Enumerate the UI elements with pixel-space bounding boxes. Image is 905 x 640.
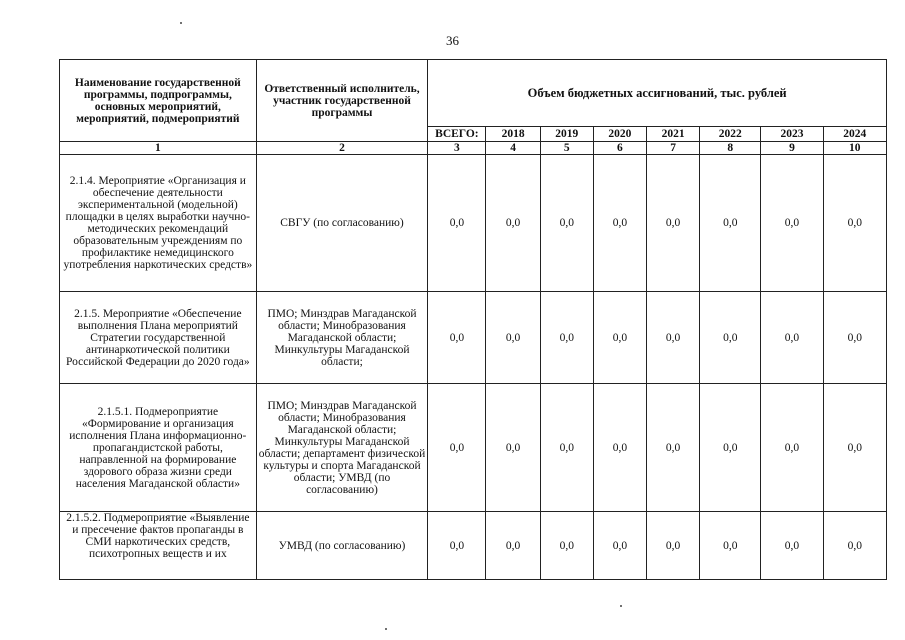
value-cell: 0,0 xyxy=(647,512,700,580)
value-cell: 0,0 xyxy=(823,512,886,580)
table-row xyxy=(60,155,887,292)
value-cell: 0,0 xyxy=(486,384,540,512)
header-budget-column: Объем бюджетных ассигнований, тыс. рублей xyxy=(428,60,887,127)
value-cell: 0,0 xyxy=(540,512,593,580)
header-year: 2023 xyxy=(761,127,823,142)
header-year: 2021 xyxy=(647,127,700,142)
activity-name: 2.1.5. Мероприятие «Обеспечение выполнения Плана мероприятий Стратегии государственной антинаркотической политики Российской Федерации до 2020 года» xyxy=(60,292,257,384)
executor: ПМО; Минздрав Магаданской области; Минобразования Магаданской области; Минкультуры Магаданской области; департамент физической культуры и спорта Магаданской области; УМВД (по согласованию) xyxy=(256,384,428,512)
value-cell: 0,0 xyxy=(823,384,886,512)
table-row xyxy=(60,292,887,384)
header-year: 2019 xyxy=(540,127,593,142)
value-cell: 0,0 xyxy=(428,384,486,512)
value-cell: 0,0 xyxy=(823,155,886,292)
activity-name: 2.1.4. Мероприятие «Организация и обеспечение деятельности экспериментальной (модельной) площадки в целях выработки научно-методических рекомендаций образовательным учреждениям по профилактике немедицинского употребления наркотических средств» xyxy=(60,155,257,292)
activity-name: 2.1.5.1. Подмероприятие «Формирование и организация исполнения Плана информационно-пропагандистской работы, направленной на формирование здорового образа жизни среди населения Магаданской области» xyxy=(60,384,257,512)
value-cell: 0,0 xyxy=(593,384,646,512)
value-cell: 0,0 xyxy=(593,292,646,384)
value-cell: 0,0 xyxy=(428,155,486,292)
value-cell: 0,0 xyxy=(761,384,823,512)
scan-speck xyxy=(180,22,182,24)
value-cell: 0,0 xyxy=(540,155,593,292)
header-year: 2018 xyxy=(486,127,540,142)
value-cell: 0,0 xyxy=(700,384,761,512)
value-cell: 0,0 xyxy=(647,155,700,292)
scan-speck xyxy=(385,628,387,630)
value-cell: 0,0 xyxy=(700,512,761,580)
column-number: 8 xyxy=(700,142,761,155)
scan-speck xyxy=(620,605,622,607)
value-cell: 0,0 xyxy=(823,292,886,384)
column-number: 4 xyxy=(486,142,540,155)
header-name-column: Наименование государственной программы, подпрограммы, основных мероприятий, мероприятий, подмероприятий xyxy=(60,60,257,142)
value-cell: 0,0 xyxy=(486,155,540,292)
header-year: 2020 xyxy=(593,127,646,142)
column-number: 10 xyxy=(823,142,886,155)
value-cell: 0,0 xyxy=(486,292,540,384)
header-year: 2022 xyxy=(700,127,761,142)
column-number: 1 xyxy=(60,142,257,155)
column-number: 2 xyxy=(256,142,428,155)
executor: ПМО; Минздрав Магаданской области; Минобразования Магаданской области; Минкультуры Магаданской области; xyxy=(256,292,428,384)
value-cell: 0,0 xyxy=(700,292,761,384)
value-cell: 0,0 xyxy=(540,384,593,512)
value-cell: 0,0 xyxy=(428,512,486,580)
table-row xyxy=(60,384,887,512)
value-cell: 0,0 xyxy=(700,155,761,292)
value-cell: 0,0 xyxy=(486,512,540,580)
executor: СВГУ (по согласованию) xyxy=(256,155,428,292)
value-cell: 0,0 xyxy=(761,155,823,292)
page-number: 36 xyxy=(446,33,459,48)
value-cell: 0,0 xyxy=(593,512,646,580)
value-cell: 0,0 xyxy=(647,384,700,512)
value-cell: 0,0 xyxy=(540,292,593,384)
table-row xyxy=(60,512,887,580)
column-number: 9 xyxy=(761,142,823,155)
column-number: 6 xyxy=(593,142,646,155)
value-cell: 0,0 xyxy=(593,155,646,292)
column-number: 5 xyxy=(540,142,593,155)
executor: УМВД (по согласованию) xyxy=(256,512,428,580)
column-number: 7 xyxy=(647,142,700,155)
activity-name: 2.1.5.2. Подмероприятие «Выявление и пресечение фактов пропаганды в СМИ наркотических средств, психотропных веществ и их xyxy=(60,512,257,580)
header-executor-column: Ответственный исполнитель, участник государственной программы xyxy=(256,60,428,142)
value-cell: 0,0 xyxy=(647,292,700,384)
value-cell: 0,0 xyxy=(761,292,823,384)
value-cell: 0,0 xyxy=(428,292,486,384)
header-year: ВСЕГО: xyxy=(428,127,486,142)
budget-table xyxy=(59,59,887,580)
header-year: 2024 xyxy=(823,127,886,142)
column-number: 3 xyxy=(428,142,486,155)
value-cell: 0,0 xyxy=(761,512,823,580)
